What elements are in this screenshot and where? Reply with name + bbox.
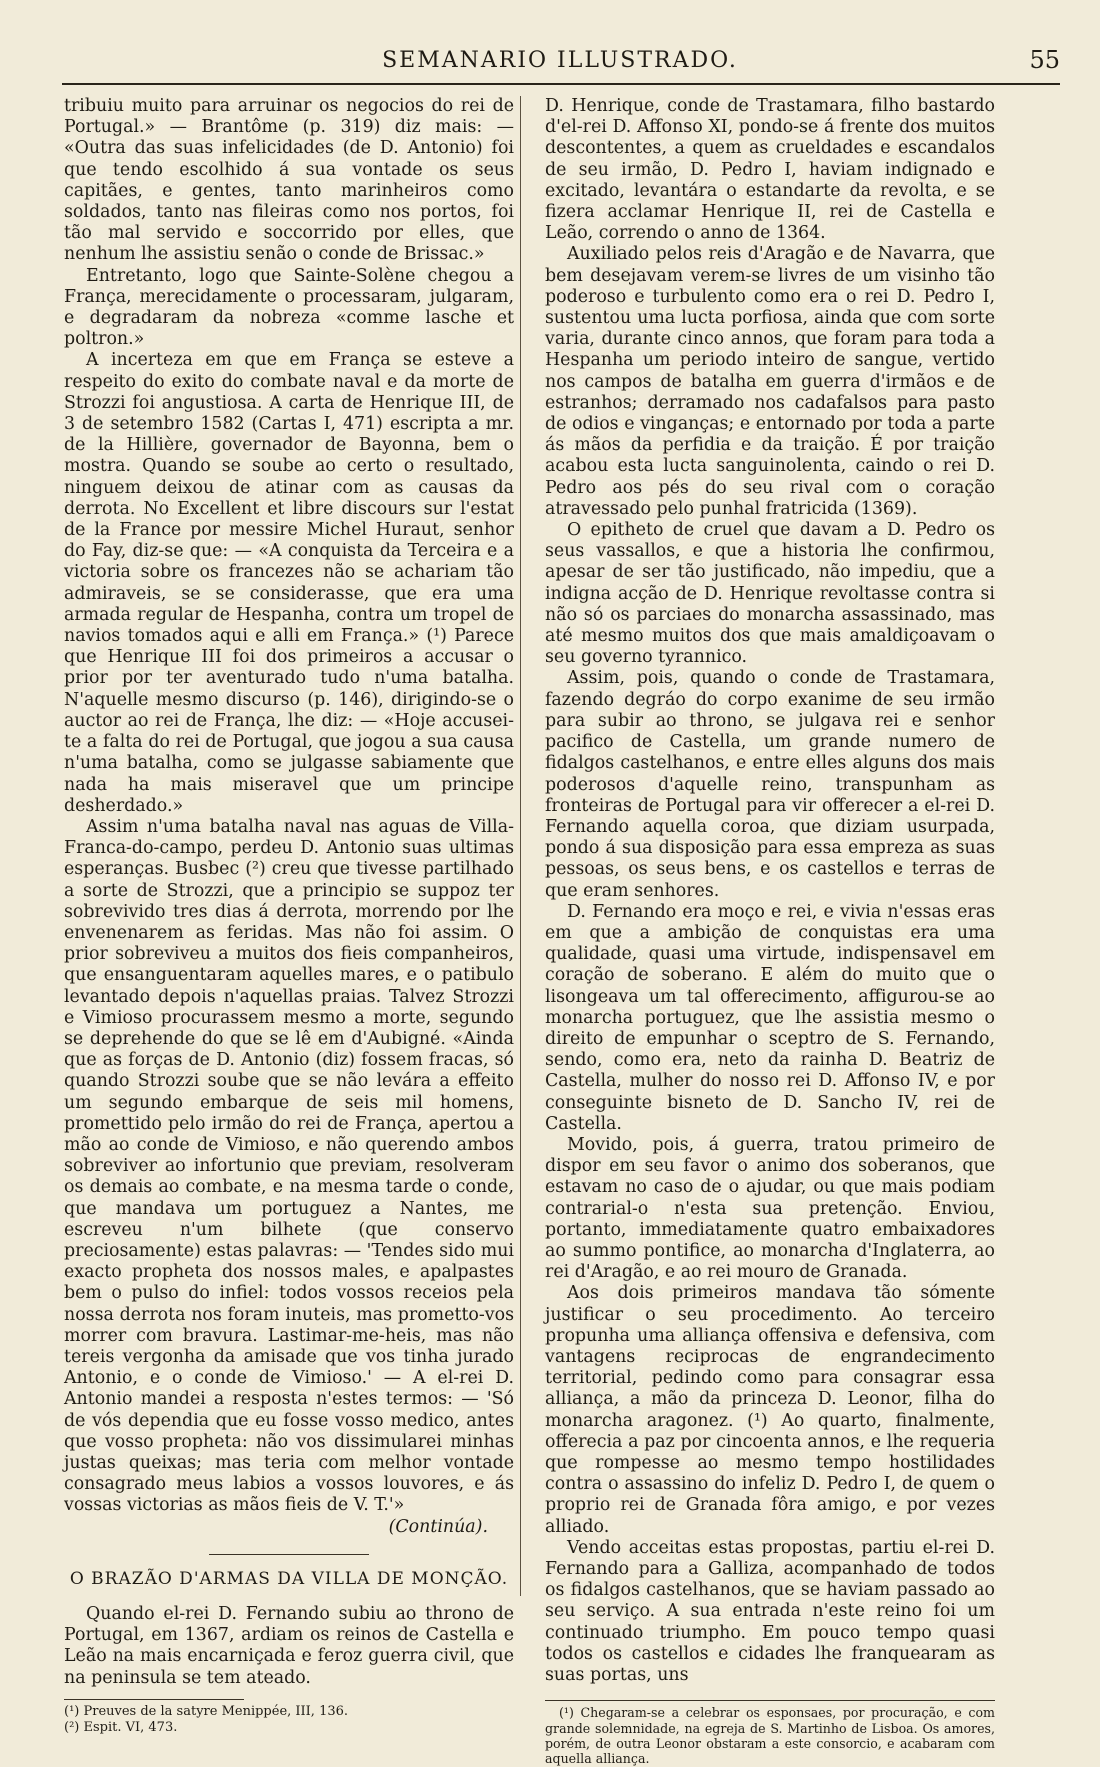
paragraph: Auxiliado pelos reis d'Aragão e de Navarra, que bem desejavam verem-se livres de um visinho tão poderoso e turbulento como era o rei D. Pedro I, sustentou uma lucta porfiosa, ainda que com sorte varia, durante cinco annos, que foram para toda a Hespanha um periodo inteiro de sangue, vertido nos campos de batalha em guerra d'irmãos e de estranhos; derramado nos cadafalsos para pasto de odios e vinganças; e entornado por toda a parte ás mãos da perfidia e da traição. É por traição acabou esta lucta sanguinolenta, caindo o rei D. Pedro aos pés do seu rival com o coração atravessado pelo punhal fratricida (1369).: [545, 244, 995, 519]
column-divider: [520, 96, 521, 1596]
footnote: (²) Espit. VI, 473.: [64, 1719, 178, 1735]
paragraph: O epitheto de cruel que davam a D. Pedro os seus vassallos, e que a historia lhe confirmou, apesar de ser tão justificado, não impediu, que a indigna acção de D. Henrique revoltasse contra si não só os parciaes do monarcha assassinado, mas até mesmo muitos dos que mais amaldiçoavam o seu governo tyrannico.: [545, 520, 995, 668]
footnote: (¹) Chegaram-se a celebrar os esponsaes, por procuração, e com grande solemnidade, na egreja de S. Martinho de Lisboa. Os amores, porém, de outra Leonor obstaram a este consorcio, e acabaram com aquella alliança.: [545, 1705, 995, 1767]
paragraph: A incerteza em que em França se esteve a respeito do exito do combate naval e da morte de Strozzi foi angustiosa. A carta de Henrique III, de 3 de setembro 1582 (Cartas I, 471) escripta a mr. de la Hillière, governador de Bayonna, bem o mostra. Quando se soube ao certo o resultado, ninguem deixou de atinar com as causas da derrota. No Excellent et libre discours sur l'estat de la France por messire Michel Huraut, senhor do Fay, diz-se que: — «A conquista da Terceira e a victoria sobre os francezes não se achariam tão admiraveis, se se considerasse, que era uma armada regular de Hespanha, contra um tropel de navios tomados aqui e alli em França.» (¹) Parece que Henrique III foi dos primeiros a accusar o prior por ter aventurado tudo n'uma batalha. N'aquelle mesmo discurso (p. 146), dirigindo-se o auctor ao rei de França, lhe diz: — «Hoje accusei-te a falta do rei de Portugal, que jogou a sua causa n'uma batalha, como se julgasse sabiamente que nada ha mais miseravel que um principe desherdado.»: [64, 350, 514, 816]
right-column: [545, 96, 995, 1767]
paragraph: tribuiu muito para arruinar os negocios do rei de Portugal.» — Brantôme (p. 319) diz mais: — «Outra das suas infelicidades (de D. Antonio) foi que tendo escolhido á sua vontade os seus capitães, e gentes, tanto marinheiros como soldados, tanto nas fileiras como nos portos, foi tão mal servido e soccorrido por elles, que nenhum lhe assistiu senão o conde de Brissac.»: [64, 96, 514, 265]
paragraph: Entretanto, logo que Sainte-Solène chegou a França, merecidamente o processaram, julgaram, e degradaram da nobreza «comme lasche et poltron.»: [64, 265, 514, 350]
running-head: SEMANARIO ILLUSTRADO.: [382, 48, 738, 73]
section-divider: [209, 1554, 369, 1555]
footnote: (¹) Preuves de la satyre Menippée, III, 136.: [64, 1703, 349, 1719]
paragraph: Movido, pois, á guerra, tratou primeiro de dispor em seu favor o animo dos soberanos, que estavam no caso de o ajudar, ou que mais podiam contrarial-o n'esta sua pretenção. Enviou, portanto, immediatamente quatro embaixadores ao summo pontifice, ao monarcha d'Inglaterra, ao rei d'Aragão, e ao rei mouro de Granada.: [545, 1134, 995, 1283]
page-number: 55: [1029, 46, 1060, 74]
paragraph: Assim n'uma batalha naval nas aguas de Villa-Franca-do-campo, perdeu D. Antonio suas ultimas esperanças. Busbec (²) creu que tivesse partilhado a sorte de Strozzi, que a principio se suppoz ter sobrevivido tres dias á derrota, morrendo por lhe envenenarem as feridas. Mas não foi assim. O prior sobreviveu a muitos dos fieis companheiros, que ensanguentaram aquelles mares, e o patibulo levantado depois n'aquellas praias. Talvez Strozzi e Vimioso procurassem mesmo a morte, segundo se deprehende do que se lê em d'Aubigné. «Ainda que as forças de D. Antonio (diz) fossem fracas, só quando Strozzi soube que se não levára a effeito um segundo embarque de seis mil homens, promettido pelo irmão do rei de França, apertou a mão ao conde de Vimioso, e não querendo ambos sobreviver ao infortunio que previam, resolveram os demais ao combate, e na mesma tarde o conde, que mandava um portuguez a Nantes, me escreveu n'um bilhete (que conservo preciosamente) estas palavras: — 'Tendes sido mui exacto propheta dos nossos males, e apalpastes bem o pulso do infiel: todos vossos receios pela nossa derrota nos foram inuteis, mas prometto-vos morrer com bravura. Lastimar-me-heis, mas não tereis vergonha da amisade que vos tinha jurado Antonio, e o conde de Vimioso.' — A el-rei D. Antonio mandei a resposta n'estes termos: — 'Só de vós dependia que eu fosse vosso medico, antes que vosso propheta: não vos dissimularei minhas justas queixas; mas teria com melhor vontade consagrado meus labios a vossos louvores, e ás vossas victorias as mãos fieis de V. T.'»: [64, 816, 514, 1516]
continua-note: (Continúa).: [388, 1516, 488, 1537]
article-title: O BRAZÃO D'ARMAS DA VILLA DE MONÇÃO.: [69, 1568, 509, 1589]
paragraph: Assim, pois, quando o conde de Trastamara, fazendo degráo do corpo exanime de seu irmão para subir ao throno, se julgava rei e senhor pacifico de Castella, um grande numero de fidalgos castelhanos, e entre elles alguns dos mais poderosos d'aquelle reino, transpunham as fronteiras de Portugal para vir offerecer a el-rei D. Fernando aquella coroa, que diziam usurpada, pondo á sua disposição para essa empreza as suas pessoas, os seus bens, e os castellos e terras de que eram senhores.: [545, 668, 995, 901]
paragraph: Aos dois primeiros mandava tão sómente justificar o seu procedimento. Ao terceiro propunha uma alliança offensiva e defensiva, com vantagens reciprocas de engrandecimento territorial, pedindo como para consagrar essa alliança, a mão da princeza D. Leonor, filha do monarcha aragonez. (¹) Ao quarto, finalmente, offerecia a paz por cincoenta annos, e lhe requeria que rompesse ao mesmo tempo hostilidades contra o assassino do infeliz D. Pedro I, de quem o proprio rei de Granada fôra amigo, e por vezes alliado.: [545, 1283, 995, 1537]
paragraph: Vendo acceitas estas propostas, partiu el-rei D. Fernando para a Galliza, acompanhado de todos os fidalgos castelhanos, que se haviam passado ao seu serviço. A sua entrada n'este reino foi um continuado triumpho. Em pouco tempo quasi todos os castellos e cidades lhe franquearam as suas portas, uns: [545, 1537, 995, 1686]
paragraph: D. Fernando era moço e rei, e vivia n'essas eras em que a ambição de conquistas era uma qualidade, quasi uma virtude, indispensavel em coração de soberano. E além do muito que o lisongeava um tal offerecimento, affigurou-se ao monarcha portuguez, que lhe assistia mesmo o direito de empunhar o sceptro de S. Fernando, sendo, como era, neto da rainha D. Beatriz de Castella, mulher do nosso rei D. Affonso IV, e por conseguinte bisneto de D. Sancho IV, rei de Castella.: [545, 901, 995, 1134]
header-rule: [62, 83, 1060, 85]
left-column: [64, 96, 514, 1736]
footnote-block: [545, 1700, 995, 1767]
paragraph: Quando el-rei D. Fernando subiu ao throno de Portugal, em 1367, ardiam os reinos de Castella e Leão na mais encarniçada e feroz guerra civil, que na peninsula se tem ateado.: [64, 1604, 514, 1688]
page-header: [60, 44, 1060, 84]
paragraph: D. Henrique, conde de Trastamara, filho bastardo d'el-rei D. Affonso XI, pondo-se á frente dos muitos descontentes, a quem as crueldades e escandalos de seu irmão, D. Pedro I, haviam indignado e excitado, levantára o estandarte da revolta, e se fizera acclamar Henrique II, rei de Castella e Leão, correndo o anno de 1364.: [545, 96, 995, 244]
